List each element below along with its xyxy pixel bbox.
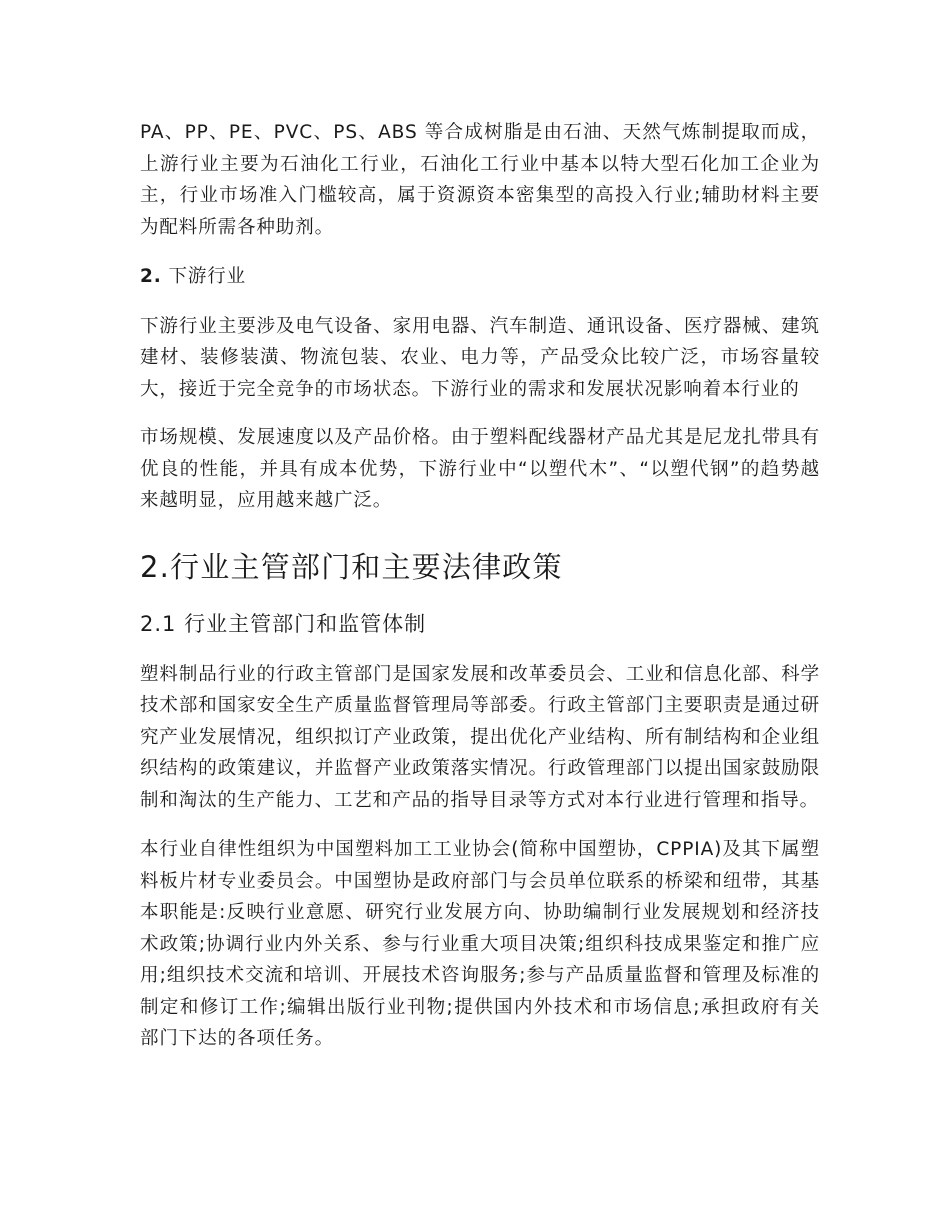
section-heading: 2.行业主管部门和主要法律政策 [140,549,563,584]
paragraph-market-scale: 市场规模、发展速度以及产品价格。由于塑料配线器材产品尤其是尼龙扎带具有优良的性能，并具有成本优势，下游行业中“以塑代木”、“以塑代钢”的趋势越来越明显，应用越来越广泛。 [140,427,820,511]
paragraph-self-regulatory-organization: 本行业自律性组织为中国塑料加工工业协会(简称中国塑协，CPPIA)及其下属塑料板片材专业委员会。中国塑协是政府部门与会员单位联系的桥梁和纽带，其基本职能是:反映行业意愿、研究行业发展方向、协助编制行业发展规划和经济技术政策;协调行业内外关系、参与行业重大项目决策;组织科技成果鉴定和推广应用;组织技术交流和培训、开展技术咨询服务;参与产品质量监督和管理及标准的制定和修订工作;编辑出版行业刊物;提供国内外技术和市场信息;承担政府有关部门下达的各项任务。 [140,839,820,1049]
subsection-heading: 2.1 行业主管部门和监管体制 [140,611,427,636]
subheading-text: 下游行业 [168,266,247,287]
subheading-number: 2. [140,266,162,287]
document-page [140,117,820,1055]
subheading-downstream [140,261,820,293]
paragraph-upstream-materials: PA、PP、PE、PVC、PS、ABS 等合成树脂是由石油、天然气炼制提取而成，上游行业主要为石油化工行业，石油化工行业中基本以特大型石化加工企业为主，行业市场准入门槛较高，属于资源资本密集型的高投入行业;辅助材料主要为配料所需各种助剂。 [140,122,820,238]
paragraph-downstream-industries: 下游行业主要涉及电气设备、家用电器、汽车制造、通讯设备、医疗器械、建筑建材、装修装潢、物流包装、农业、电力等，产品受众比较广泛，市场容量较大，接近于完全竞争的市场状态。下游行业的需求和发展状况影响着本行业的 [140,315,820,400]
paragraph-administrative-authorities: 塑料制品行业的行政主管部门是国家发展和改革委员会、工业和信息化部、科学技术部和国家安全生产质量监督管理局等部委。行政主管部门主要职责是通过研究产业发展情况，组织拟订产业政策，提出优化产业结构、所有制结构和企业组织结构的政策建议，并监督产业政策落实情况。行政管理部门以提出国家鼓励限制和淘汰的生产能力、工艺和产品的指导目录等方式对本行业进行管理和指导。 [140,663,820,811]
